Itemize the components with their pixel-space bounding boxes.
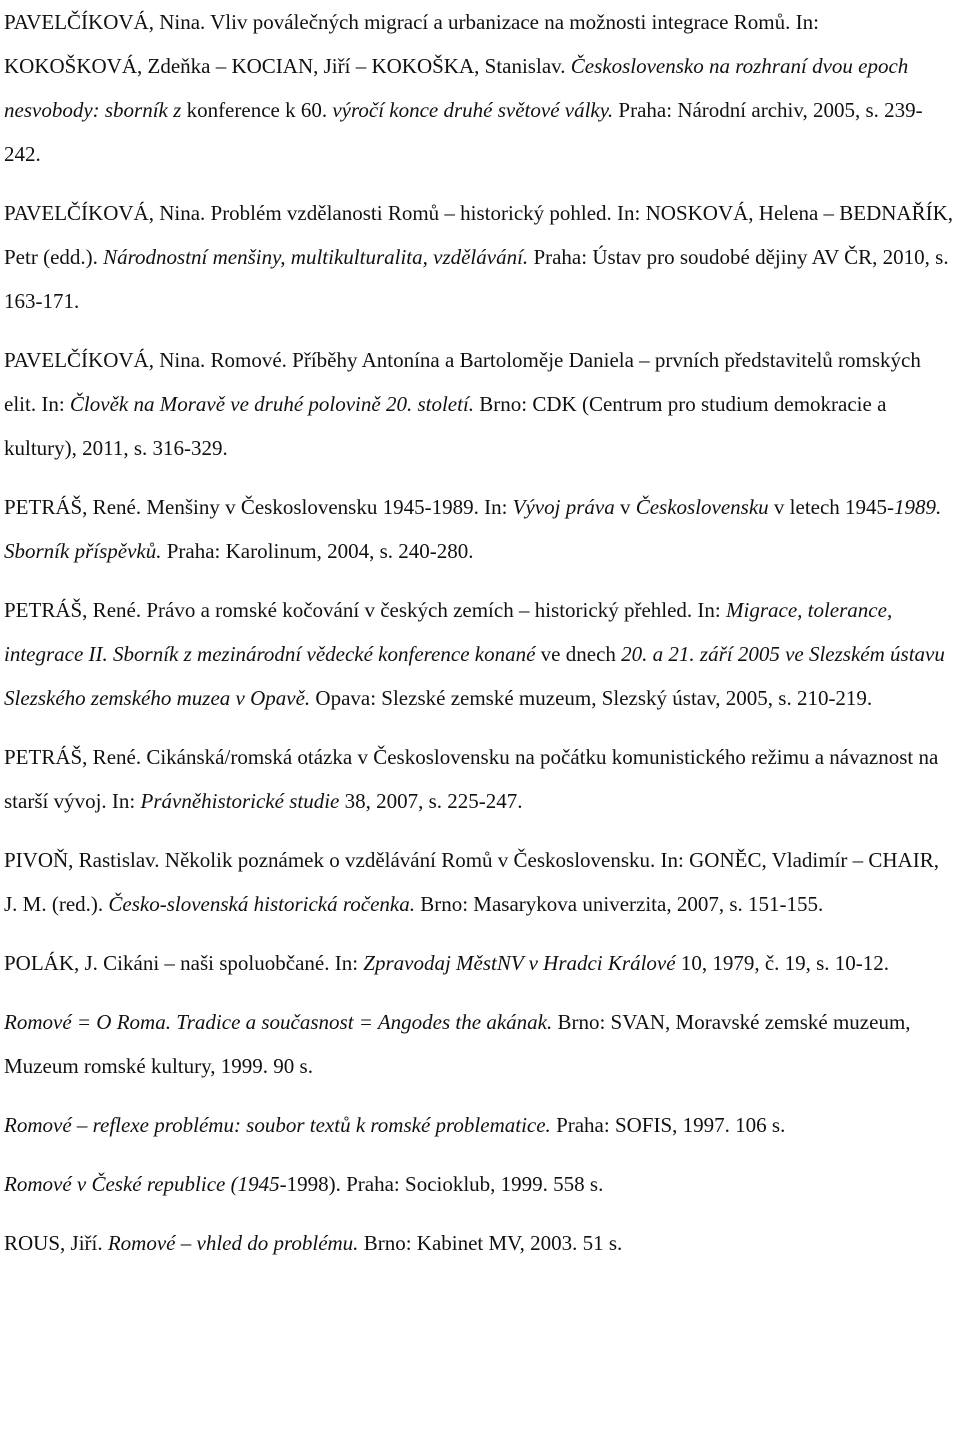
- entry-text: v letech 1945-: [768, 495, 895, 519]
- entry-text: PIVOŇ, Rastislav. Několik poznámek o vzdělávání Romů v Československu. In: GONĚC, Vladimír – CHAIR, J. M. (red.).: [4, 848, 939, 916]
- entry-text: Opava: Slezské zemské muzeum, Slezský ústav, 2005, s. 210-219.: [310, 686, 873, 710]
- entry-title-italic: Národnostní menšiny, multikulturalita, vzdělávání.: [103, 245, 529, 269]
- entry-text: konference k 60.: [181, 98, 333, 122]
- entry-text: Praha: Karolinum, 2004, s. 240-280.: [161, 539, 474, 563]
- bibliography-entry: [4, 588, 956, 720]
- bibliography-entry: [4, 1221, 956, 1265]
- entry-text: POLÁK, J. Cikáni – naši spoluobčané. In:: [4, 951, 364, 975]
- bibliography-page: [4, 0, 956, 1265]
- entry-title-italic: Československu: [635, 495, 769, 519]
- entry-text: Praha: SOFIS, 1997. 106 s.: [550, 1113, 786, 1137]
- entry-text: Brno: CDK (Centrum pro studium demokracie a kultury), 2011, s. 316-329.: [4, 392, 887, 460]
- entry-text: Brno: Kabinet MV, 2003. 51 s.: [358, 1231, 623, 1255]
- bibliography-entry: [4, 1162, 956, 1206]
- entry-text: Brno: SVAN, Moravské zemské muzeum, Muzeum romské kultury, 1999. 90 s.: [4, 1010, 911, 1078]
- entry-title-italic: Romové = O Roma. Tradice a současnost = Angodes the akának.: [4, 1010, 553, 1034]
- bibliography-entry: [4, 338, 956, 470]
- entry-text: PAVELČÍKOVÁ, Nina. Vliv poválečných migrací a urbanizace na možnosti integrace Romů. In: KOKOŠKOVÁ, Zdeňka – KOCIAN, Jiří – KOKOŠKA, Stanislav.: [4, 10, 819, 78]
- entry-text: PAVELČÍKOVÁ, Nina. Romové. Příběhy Antonína a Bartoloměje Daniela – prvních představitelů romských elit. In:: [4, 348, 921, 416]
- bibliography-entry: [4, 0, 956, 176]
- entry-title-italic: 1989. Sborník příspěvků.: [4, 495, 942, 563]
- entry-text: -1998). Praha: Socioklub, 1999. 558 s.: [279, 1172, 604, 1196]
- bibliography-entry: [4, 838, 956, 926]
- entry-title-italic: Zpravodaj MěstNV v Hradci Králové: [363, 951, 676, 975]
- entry-title-italic: Česko-slovenská historická ročenka.: [108, 892, 415, 916]
- entry-text: PETRÁŠ, René. Menšiny v Československu 1945-1989. In:: [4, 495, 513, 519]
- entry-text: PETRÁŠ, René. Právo a romské kočování v českých zemích – historický přehled. In:: [4, 598, 726, 622]
- entry-text: v: [614, 495, 636, 519]
- entry-title-italic: Vývoj práva: [512, 495, 615, 519]
- entry-title-italic: Právněhistorické studie: [140, 789, 340, 813]
- entry-text: PAVELČÍKOVÁ, Nina. Problém vzdělanosti Romů – historický pohled. In: NOSKOVÁ, Helena – BEDNAŘÍK, Petr (edd.).: [4, 201, 954, 269]
- entry-text: PETRÁŠ, René. Cikánská/romská otázka v Československu na počátku komunistického režimu a návaznost na starší vývoj. In:: [4, 745, 939, 813]
- bibliography-entry: [4, 735, 956, 823]
- bibliography-entry: [4, 1103, 956, 1147]
- entry-text: Brno: Masarykova univerzita, 2007, s. 151-155.: [414, 892, 824, 916]
- entry-title-italic: Romové – vhled do problému.: [107, 1231, 359, 1255]
- entry-title-italic: výročí konce druhé světové války.: [332, 98, 614, 122]
- entry-text: ROUS, Jiří.: [4, 1231, 108, 1255]
- bibliography-entry: [4, 485, 956, 573]
- entry-title-italic: Migrace, tolerance, integrace II. Sborník z mezinárodní vědecké konference konané: [4, 598, 893, 666]
- entry-text: 38, 2007, s. 225-247.: [339, 789, 523, 813]
- entry-text: Praha: Ústav pro soudobé dějiny AV ČR, 2010, s. 163-171.: [4, 245, 949, 313]
- bibliography-entry: [4, 1000, 956, 1088]
- entry-title-italic: Romové v České republice (1945: [4, 1172, 280, 1196]
- entry-title-italic: 20. a 21. září 2005 ve Slezském ústavu Slezského zemského muzea v Opavě.: [4, 642, 945, 710]
- entry-text: 10, 1979, č. 19, s. 10-12.: [675, 951, 890, 975]
- bibliography-entry: [4, 191, 956, 323]
- entry-title-italic: Československo na rozhraní dvou epoch nesvobody: sborník z: [4, 54, 909, 122]
- bibliography-entry: [4, 941, 956, 985]
- entry-title-italic: Člověk na Moravě ve druhé polovině 20. století.: [69, 392, 475, 416]
- entry-text: ve dnech: [535, 642, 622, 666]
- entry-text: Praha: Národní archiv, 2005, s. 239-242.: [4, 98, 923, 166]
- entry-title-italic: Romové – reflexe problému: soubor textů k romské problematice.: [4, 1113, 551, 1137]
